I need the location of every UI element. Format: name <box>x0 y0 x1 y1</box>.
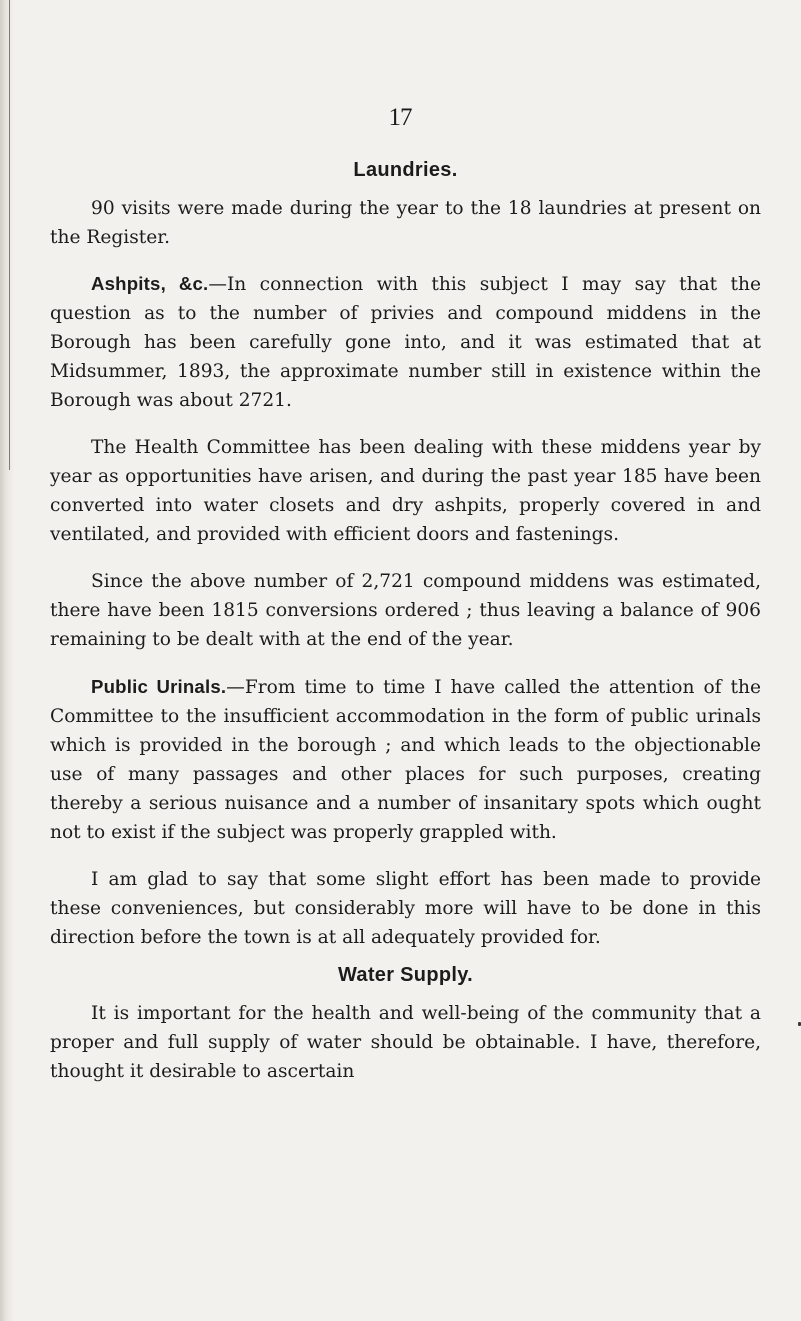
public-urinals-run-heading: Public Urinals. <box>91 676 227 697</box>
page-body <box>50 156 761 1086</box>
laundries-heading: Laundries. <box>353 159 458 181</box>
binding-edge-line <box>9 0 10 470</box>
ashpits-paragraph-3: Since the above number of 2,721 compound middens was estimated, there have been 1815 conversions ordered ; thus leaving a balance of 906 remaining to be dealt with at the end of the year. <box>50 571 761 650</box>
ashpits-run-heading: Ashpits, &c. <box>91 273 209 294</box>
public-urinals-paragraph-1 <box>50 672 761 847</box>
water-supply-heading: Water Supply. <box>337 964 474 986</box>
ashpits-paragraph-1 <box>50 269 761 415</box>
ashpits-paragraph-1-text: —In connection with this subject I may say that the question as to the number of privies and compound middens in the Borough has been carefully gone into, and it was estimated that at Midsummer, 1893, the approximate number still in existence within the Borough was about 2721. <box>50 274 761 411</box>
ashpits-paragraph-2: The Health Committee has been dealing with these middens year by year as opportunities have arisen, and during the past year 185 have been converted into water closets and dry ashpits, properly covered in and ventilated, and provided with efficient doors and fastenings. <box>50 437 761 545</box>
page-number: 17 <box>388 104 412 131</box>
water-supply-paragraph: It is important for the health and well-being of the community that a proper and full supply of water should be obtainable. I have, therefore, thought it desirable to ascertain <box>50 1003 761 1082</box>
laundries-paragraph: 90 visits were made during the year to the 18 laundries at present on the Register. <box>50 198 761 248</box>
public-urinals-paragraph-1-text: —From time to time I have called the attention of the Committee to the insufficient accommodation in the form of public urinals which is provided in the borough ; and which leads to the objectionable use of many passages and other places for such purposes, creating thereby a serious nuisance and a number of insanitary spots which ought not to exist if the subject was properly grappled with. <box>50 677 761 843</box>
public-urinals-paragraph-2: I am glad to say that some slight effort has been made to provide these conveniences, but considerably more will have to be done in this direction before the town is at all adequately provided for. <box>50 869 761 948</box>
binding-edge-shadow <box>0 0 14 1321</box>
